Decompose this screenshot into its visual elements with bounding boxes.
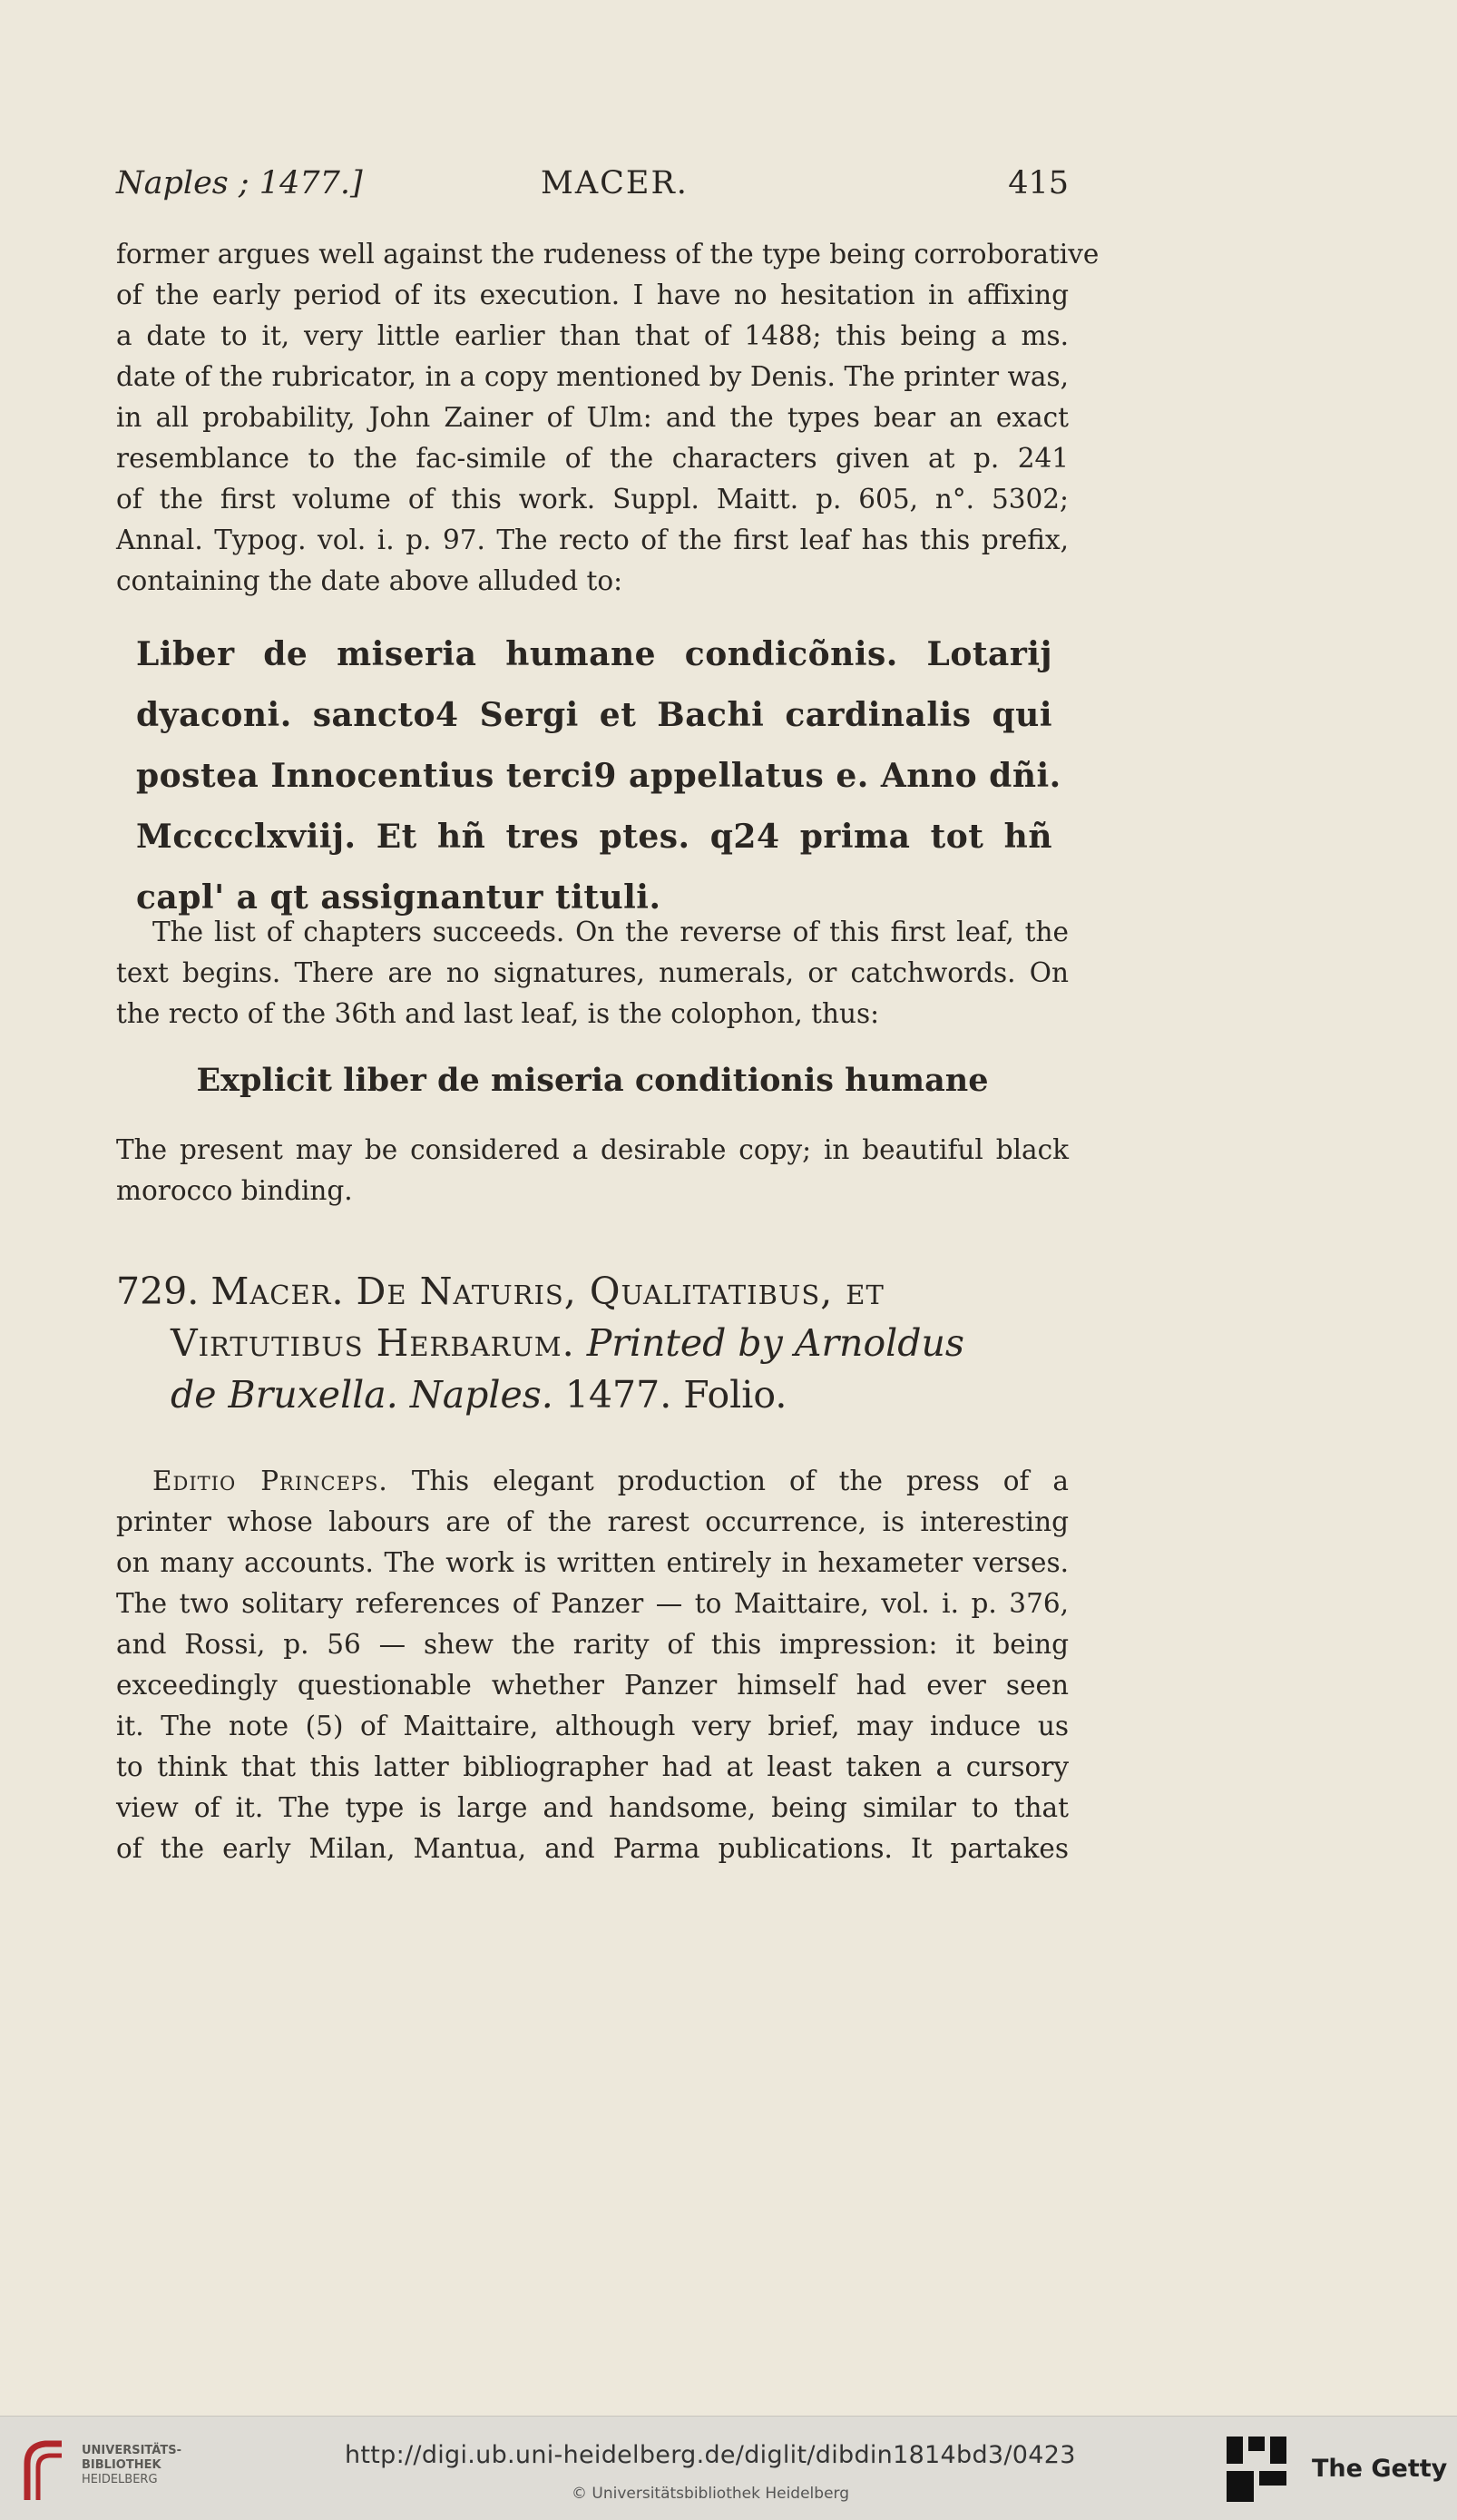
entry-title-cont: Virtutibus Herbarum. — [171, 1321, 575, 1365]
editio-label: Editio Princeps. — [152, 1466, 388, 1496]
text-line: on many accounts. The work is written entirely in hexameter verses. — [116, 1547, 1069, 1578]
text-line: printer whose labours are of the rarest occurrence, is interesting — [116, 1506, 1069, 1537]
university-library-logo-icon — [18, 2437, 69, 2502]
text-line: view of it. The type is large and handsome, being similar to that — [116, 1792, 1069, 1823]
getty-label: The Getty — [1312, 2455, 1448, 2483]
text-line: in all probability, John Zainer of Ulm: and the types bear an exact — [116, 402, 1069, 433]
text-line: and Rossi, p. 56 — shew the rarity of this impression: it being — [116, 1629, 1069, 1660]
text-line: resemblance to the fac-simile of the characters given at p. 241 — [116, 443, 1069, 474]
entry-format: Folio. — [683, 1373, 787, 1417]
text-line: former argues well against the rudeness of the type being corroborative — [116, 239, 1100, 270]
entry-heading-line-3 — [116, 1369, 1069, 1421]
text-line: morocco binding. — [116, 1175, 353, 1206]
running-head-center: MACER. — [541, 165, 689, 201]
entry-number: 729. — [116, 1270, 200, 1313]
text-line: The list of chapters succeeds. On the reverse of this first leaf, the — [152, 917, 1069, 947]
permalink-url[interactable]: http://digi.ub.uni-heidelberg.de/diglit/dibdin1814bd3/0423 — [345, 2441, 1076, 2469]
text-line: containing the date above alluded to: — [116, 565, 623, 596]
second-paragraph — [116, 912, 1069, 1034]
text-line: text begins. There are no signatures, numerals, or catchwords. On — [116, 957, 1069, 988]
entry-printer-cont: de Bruxella. — [171, 1373, 398, 1417]
blackletter-line: Liber de miseria humane condicõnis. Lotarij — [136, 635, 1052, 673]
blackletter-line: Mcccclxviij. Et hñ tres ptes. q24 prima tot hñ — [136, 818, 1052, 856]
blackletter-line: postea Innocentius terci9 appellatus e. Anno dñi. — [136, 757, 1061, 795]
copyright-notice: © Universitätsbibliothek Heidelberg — [572, 2485, 850, 2503]
text-line: of the early period of its execution. I have no hesitation in affixing — [116, 279, 1069, 310]
text-line: The two solitary references of Panzer — to Maittaire, vol. i. p. 376, — [116, 1588, 1069, 1619]
text-line: exceedingly questionable whether Panzer himself had ever seen — [116, 1670, 1069, 1701]
entry-printer: Printed by Arnoldus — [586, 1321, 964, 1365]
editio-first-line: This elegant production of the press of a — [411, 1466, 1070, 1496]
third-paragraph — [116, 1130, 1069, 1211]
text-line — [116, 1461, 1069, 1502]
intro-paragraph — [116, 234, 1100, 602]
text-line: it. The note (5) of Maittaire, although very brief, may induce us — [116, 1711, 1069, 1741]
entry-heading-line-1 — [116, 1266, 1069, 1318]
text-line: to think that this latter bibliographer had at least taken a cursory — [116, 1751, 1069, 1782]
text-line: The present may be considered a desirable copy; in beautiful black — [116, 1134, 1069, 1165]
running-head-left: Naples ; 1477.] — [116, 165, 363, 201]
text-line: the recto of the 36th and last leaf, is the colophon, thus: — [116, 998, 880, 1029]
text-line: a date to it, very little earlier than that of 1488; this being a ms. — [116, 320, 1069, 351]
page-number: 415 — [1008, 165, 1069, 201]
entry-year: 1477. — [564, 1373, 672, 1417]
colophon: Explicit liber de miseria conditionis humane — [196, 1062, 989, 1099]
text-line: of the first volume of this work. Suppl. Maitt. p. 605, n°. 5302; — [116, 484, 1069, 515]
entry-title: De Naturis, Qualitatibus, et — [356, 1270, 885, 1313]
editio-paragraph — [116, 1461, 1069, 1869]
entry-author: Macer. — [210, 1270, 345, 1313]
running-head — [116, 165, 1069, 211]
viewer-footer — [0, 2416, 1457, 2520]
getty-logo-icon — [1225, 2433, 1288, 2505]
blackletter-line: dyaconi. sancto4 Sergi et Bachi cardinalis qui — [136, 696, 1052, 734]
text-line: of the early Milan, Mantua, and Parma publications. It partakes — [116, 1833, 1069, 1864]
entry-heading — [116, 1266, 1069, 1421]
university-library-name: UNIVERSITÄTS- BIBLIOTHEK HEIDELBERG — [82, 2444, 181, 2486]
entry-city: Naples. — [409, 1373, 553, 1417]
entry-heading-line-2 — [116, 1318, 1069, 1369]
blackletter-line: capl' a qt assignantur tituli. — [136, 878, 661, 917]
text-line: Annal. Typog. vol. i. p. 97. The recto of the first leaf has this prefix, — [116, 525, 1069, 555]
text-line: date of the rubricator, in a copy mentioned by Denis. The printer was, — [116, 361, 1069, 392]
blackletter-prefix — [136, 624, 1061, 928]
